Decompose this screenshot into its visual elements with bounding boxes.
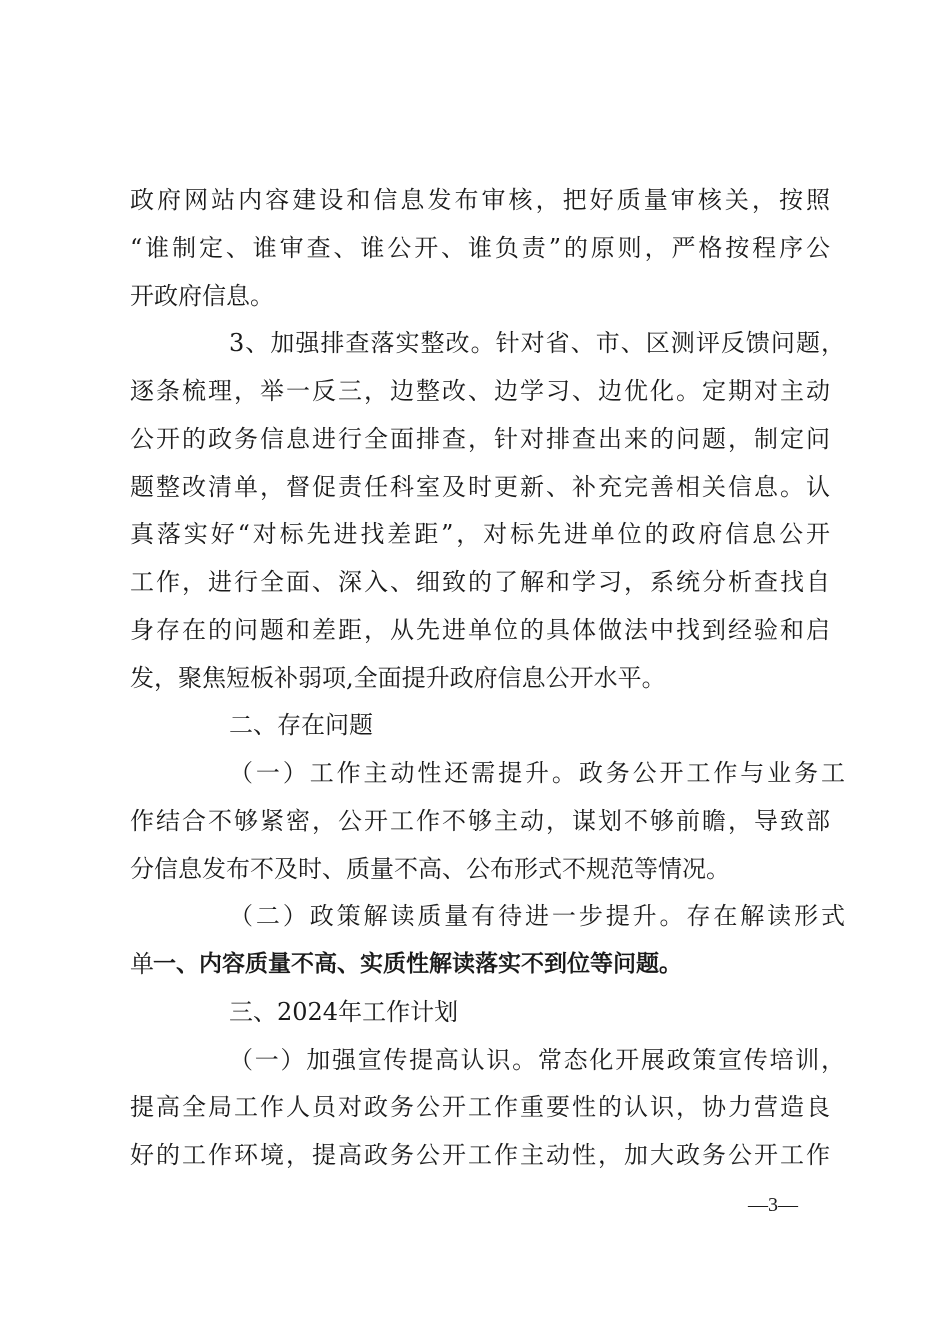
section-heading-problems: 二、存在问题 — [229, 711, 373, 739]
body-text-line: “谁制定、谁审查、谁公开、谁负责”的原则，严格按程序公 — [130, 234, 830, 262]
section-item-3-line: 3、加强排查落实整改。针对省、市、区测评反馈问题， — [229, 329, 845, 357]
body-text-line: 单 — [130, 950, 154, 978]
body-text-line: 政府网站内容建设和信息发布审核，把好质量审核关，按照 — [130, 186, 830, 214]
body-text-line: 作结合不够紧密，公开工作不够主动，谋划不够前瞻，导致部 — [130, 807, 830, 835]
body-text-line: 工作，进行全面、深入、细致的了解和学习，系统分析查找自 — [130, 568, 830, 596]
subsection-1-line: （一）工作主动性还需提升。政务公开工作与业务工 — [229, 759, 845, 787]
body-text-line: 真落实好“对标先进找差距”，对标先进单位的政府信息公开 — [130, 520, 830, 548]
body-text-line: 题整改清单，督促责任科室及时更新、补充完善相关信息。认 — [130, 473, 830, 501]
body-text-line: 公开的政务信息进行全面排查，针对排查出来的问题，制定问 — [130, 425, 830, 453]
body-text-line: 开政府信息。 — [130, 282, 274, 310]
body-text-line: 逐条梳理，举一反三，边整改、边学习、边优化。定期对主动 — [130, 377, 830, 405]
page-number: —3— — [748, 1194, 798, 1216]
body-text-line: 发，聚焦短板补弱项,全面提升政府信息公开水平。 — [130, 664, 666, 692]
subsection-2-line: （二）政策解读质量有待进一步提升。存在解读形式 — [229, 902, 845, 930]
section-heading-plan: 三、2024年工作计划 — [229, 998, 459, 1026]
body-text-line: 好的工作环境，提高政务公开工作主动性，加大政务公开工作 — [130, 1141, 830, 1169]
body-text-line: 分信息发布不及时、质量不高、公布形式不规范等情况。 — [130, 855, 730, 883]
body-text-line: 提高全局工作人员对政务公开工作重要性的认识，协力营造良 — [130, 1093, 830, 1121]
body-text-line-bold: 一、内容质量不高、实质性解读落实不到位等问题。 — [153, 951, 682, 977]
subsection-1-line: （一）加强宣传提高认识。常态化开展政策宣传培训， — [229, 1046, 845, 1074]
body-text-line: 身存在的问题和差距，从先进单位的具体做法中找到经验和启 — [130, 616, 830, 644]
